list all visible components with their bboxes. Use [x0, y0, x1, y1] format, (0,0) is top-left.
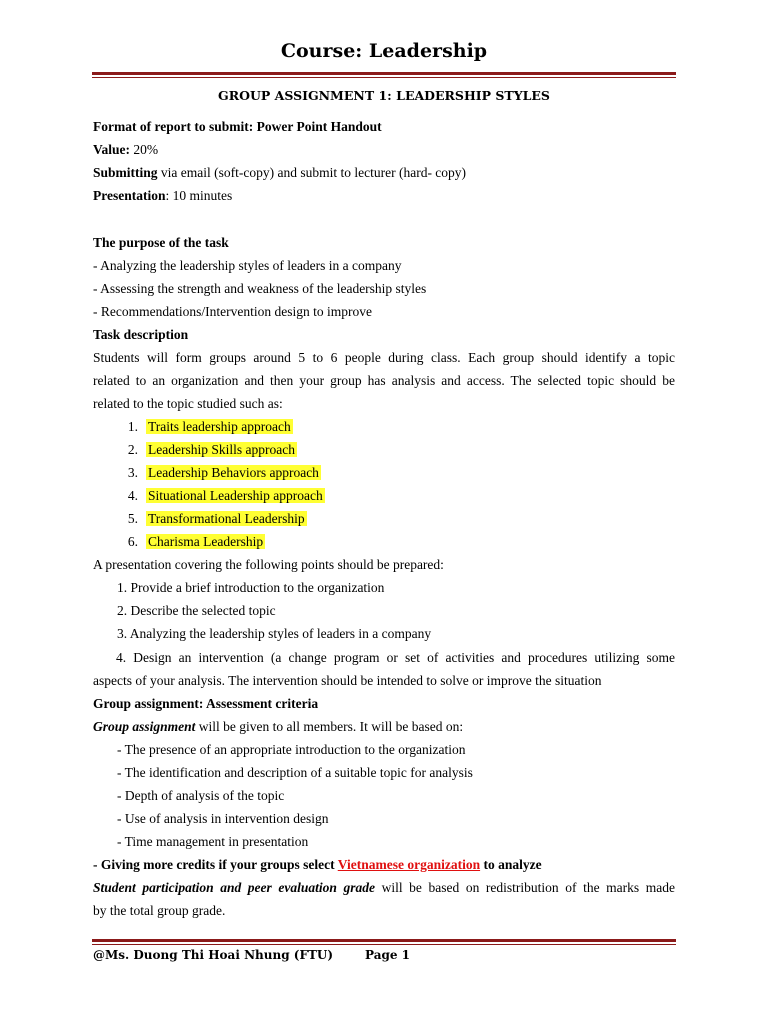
task-para-line: Students will form groups around 5 to 6 people during class. Each group should identify a topic [93, 350, 675, 365]
criteria-item: - Time management in presentation [117, 834, 309, 849]
purpose-item: - Recommendations/Intervention design to improve [93, 304, 372, 319]
peer-line-continued: by the total group grade. [93, 903, 226, 918]
value-line [93, 142, 158, 158]
topic-item: 5. Transformational Leadership [127, 511, 305, 526]
submitting-line [93, 165, 466, 181]
purpose-item: - Analyzing the leadership styles of leaders in a company [93, 258, 402, 273]
task-para-line: related to the topic studied such as: [93, 396, 283, 411]
presentation-point: 2. Describe the selected topic [117, 603, 276, 618]
topic-item: 1. Traits leadership approach [127, 419, 291, 434]
footer-page-number: Page 1 [365, 948, 411, 962]
purpose-heading: The purpose of the task [93, 235, 229, 250]
value-text: 20% [130, 142, 159, 157]
criteria-item: - Depth of analysis of the topic [117, 788, 285, 803]
topic-item: 6. Charisma Leadership [127, 534, 264, 549]
topic-item: 2. Leadership Skills approach [127, 442, 295, 457]
format-line: Format of report to submit: Power Point Handout [93, 119, 382, 134]
task-heading: Task description [93, 327, 189, 342]
purpose-item: - Assessing the strength and weakness of the leadership styles [93, 281, 427, 296]
criteria-item: - The presence of an appropriate introduction to the organization [117, 742, 466, 757]
criteria-intro: Group assignment will be given to all members. It will be based on: [93, 719, 464, 734]
submitting-text: via email (soft-copy) and submit to lecturer (hard- copy) [157, 165, 467, 180]
presentation-intro: A presentation covering the following points should be prepared: [93, 557, 444, 572]
value-label: Value: [93, 142, 131, 157]
topic-label: Leadership Behaviors approach [148, 465, 319, 480]
presentation-point-continued: aspects of your analysis. The intervention should be intended to solve or improve the situation [93, 673, 602, 688]
submitting-label: Submitting [93, 165, 158, 180]
presentation-point: 4. Design an intervention (a change program or set of activities and procedures utilizing some [116, 650, 675, 665]
presentation-label: Presentation [93, 188, 166, 203]
footer-author: @Ms. Duong Thi Hoai Nhung (FTU) [93, 948, 334, 962]
assignment-title: GROUP ASSIGNMENT 1: LEADERSHIP STYLES [218, 88, 550, 103]
criteria-heading: Group assignment: Assessment criteria [93, 696, 319, 711]
criteria-item: - The identification and description of a suitable topic for analysis [117, 765, 473, 780]
presentation-point: 3. Analyzing the leadership styles of leaders in a company [117, 626, 432, 641]
vietnamese-organization-link[interactable]: Vietnamese organization [337, 857, 481, 872]
header-rule [92, 72, 676, 78]
topic-label: Situational Leadership approach [148, 488, 323, 503]
peer-line: Student participation and peer evaluation grade will be based on redistribution of the marks made [93, 880, 675, 895]
course-title: Course: Leadership [280, 40, 488, 62]
presentation-line [93, 188, 232, 204]
criteria-item: - Use of analysis in intervention design [117, 811, 329, 826]
topic-item: 4. Situational Leadership approach [127, 488, 323, 503]
presentation-point: 1. Provide a brief introduction to the organization [117, 580, 385, 595]
topic-label: Transformational Leadership [148, 511, 305, 526]
credit-line: - Giving more credits if your groups select Vietnamese organization to analyze [93, 857, 542, 872]
task-para-line: related to an organization and then your group has analysis and access. The selected topic should be [93, 373, 675, 388]
topic-item: 3. Leadership Behaviors approach [127, 465, 319, 480]
topic-label: Charisma Leadership [148, 534, 264, 549]
topic-label: Traits leadership approach [148, 419, 291, 434]
topic-label: Leadership Skills approach [148, 442, 295, 457]
footer-rule [92, 939, 676, 945]
presentation-text: : 10 minutes [165, 188, 233, 203]
